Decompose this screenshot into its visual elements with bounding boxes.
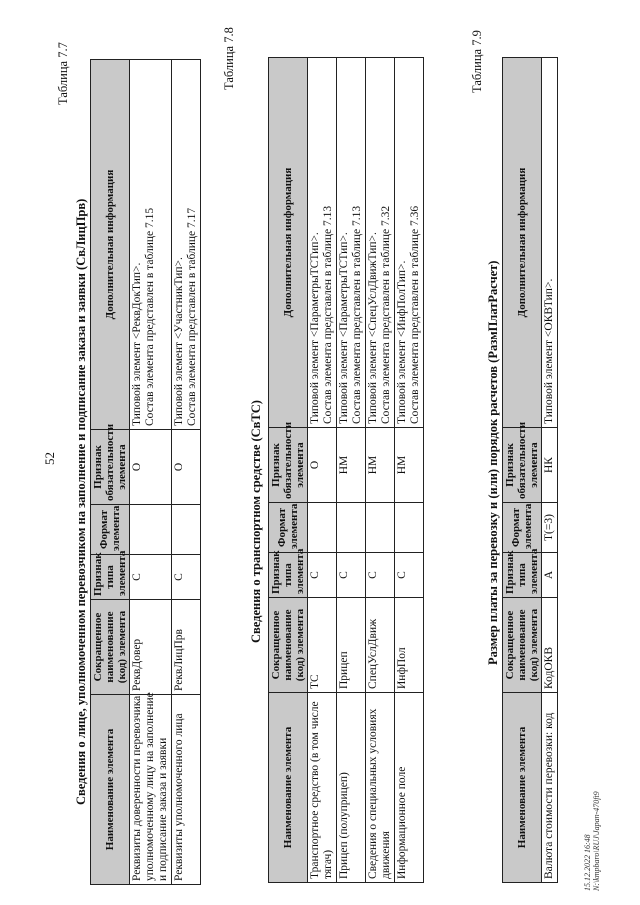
cell-info: Типовой элемент <ОКВТип>. xyxy=(542,58,558,428)
column-header: Наименование элемента xyxy=(91,695,130,885)
cell-info: Типовой элемент <ИнфПолТип>. Состав элемента представлен в таблице 7.36 xyxy=(395,58,424,428)
cell-req: НМ xyxy=(337,428,366,503)
cell-type: С xyxy=(395,553,424,598)
column-header: Дополнительная информация xyxy=(269,58,308,428)
column-header: Формат элемента xyxy=(503,503,542,553)
table-7-8 xyxy=(268,57,424,883)
column-header: Признак обязательности элемента xyxy=(503,428,542,503)
column-header: Формат элемента xyxy=(91,505,130,555)
cell-name: Реквизиты уполномоченного лица xyxy=(172,695,201,885)
table-header-row xyxy=(269,58,308,883)
cell-info: Типовой элемент <СпецУслДвижТип>. Состав элемента представлен в таблице 7.32 xyxy=(366,58,395,428)
cell-name: Информационное поле xyxy=(395,693,424,883)
cell-type: С xyxy=(337,553,366,598)
table-row xyxy=(542,58,558,883)
cell-req: НМ xyxy=(366,428,395,503)
cell-info: Типовой элемент <ПараметрыТСТип>. Состав элемента представлен в таблице 7.13 xyxy=(337,58,366,428)
column-header: Признак обязательности элемента xyxy=(91,430,130,505)
table-header-row xyxy=(91,60,130,885)
column-header: Наименование элемента xyxy=(503,693,542,883)
cell-type: С xyxy=(172,555,201,600)
column-header: Сокращенное наименование (код) элемента xyxy=(503,598,542,693)
column-header: Сокращенное наименование (код) элемента xyxy=(91,600,130,695)
cell-name: Валюта стоимости перевозки: код xyxy=(542,693,558,883)
cell-format xyxy=(172,505,201,555)
cell-info: Типовой элемент <РеквДокТип>. Состав элемента представлен в таблице 7.15 xyxy=(130,60,172,430)
table-7-8-title: Сведения о транспортном средстве (СвТС) xyxy=(249,400,263,643)
cell-req: О xyxy=(130,430,172,505)
cell-format: T(=3) xyxy=(542,503,558,553)
cell-type: С xyxy=(130,555,172,600)
cell-format xyxy=(130,505,172,555)
column-header: Формат элемента xyxy=(269,503,308,553)
table-7-9-title: Размер платы за перевозку и (или) порядок расчетов (РазмПлатРасчет) xyxy=(486,260,500,665)
cell-code: РеквЛицПрв xyxy=(172,600,201,695)
cell-name: Прицеп (полуприцеп) xyxy=(337,693,366,883)
cell-info: Типовой элемент <ПараметрыТСТип>. Состав элемента представлен в таблице 7.13 xyxy=(308,58,337,428)
column-header: Сокращенное наименование (код) элемента xyxy=(269,598,308,693)
column-header: Признак типа элемента xyxy=(503,553,542,598)
cell-code: КодОКВ xyxy=(542,598,558,693)
cell-type: С xyxy=(308,553,337,598)
cell-code: РеквДовер xyxy=(130,600,172,695)
column-header: Дополнительная информация xyxy=(503,58,542,428)
cell-type: С xyxy=(366,553,395,598)
table-row xyxy=(130,60,172,885)
column-header: Признак типа элемента xyxy=(269,553,308,598)
page-number: 52 xyxy=(42,452,57,465)
cell-code: ИнфПол xyxy=(395,598,424,693)
table-row xyxy=(308,58,337,883)
table-row xyxy=(172,60,201,885)
column-header: Признак типа элемента xyxy=(91,555,130,600)
table-7-7-label: Таблица 7.7 xyxy=(56,42,70,105)
table-7-7-title: Сведения о лице, уполномоченном перевозчиком на заполнение и подписание заказа и заявки (СвЛицПрв) xyxy=(74,198,88,805)
footer-stamp: 15.12.2022 16:48 N:\kmpbaro\RUJ\Japan-470ft9 xyxy=(583,791,601,891)
cell-req: НМ xyxy=(395,428,424,503)
column-header: Дополнительная информация xyxy=(91,60,130,430)
cell-code: Прицеп xyxy=(337,598,366,693)
cell-code: ТС xyxy=(308,598,337,693)
cell-type: А xyxy=(542,553,558,598)
cell-code: СпецУслДвиж xyxy=(366,598,395,693)
cell-format xyxy=(366,503,395,553)
table-row xyxy=(395,58,424,883)
cell-req: НК xyxy=(542,428,558,503)
cell-req: О xyxy=(172,430,201,505)
table-7-7 xyxy=(90,59,201,885)
cell-format xyxy=(337,503,366,553)
table-7-9-label: Таблица 7.9 xyxy=(470,30,484,93)
table-7-8-label: Таблица 7.8 xyxy=(222,27,236,90)
cell-info: Типовой элемент <УчастникТип>. Состав элемента представлен в таблице 7.17 xyxy=(172,60,201,430)
cell-format xyxy=(395,503,424,553)
table-header-row xyxy=(503,58,542,883)
cell-name: Транспортное средство (в том числе тягач) xyxy=(308,693,337,883)
table-row xyxy=(366,58,395,883)
table-7-9 xyxy=(502,57,558,883)
column-header: Наименование элемента xyxy=(269,693,308,883)
table-row xyxy=(337,58,366,883)
cell-req: О xyxy=(308,428,337,503)
cell-format xyxy=(308,503,337,553)
column-header: Признак обязательности элемента xyxy=(269,428,308,503)
cell-name: Реквизиты доверенности перевозчика уполномоченному лицу на заполнение и подписание заказа и заявки xyxy=(130,695,172,885)
cell-name: Сведения о специальных условиях движения xyxy=(366,693,395,883)
